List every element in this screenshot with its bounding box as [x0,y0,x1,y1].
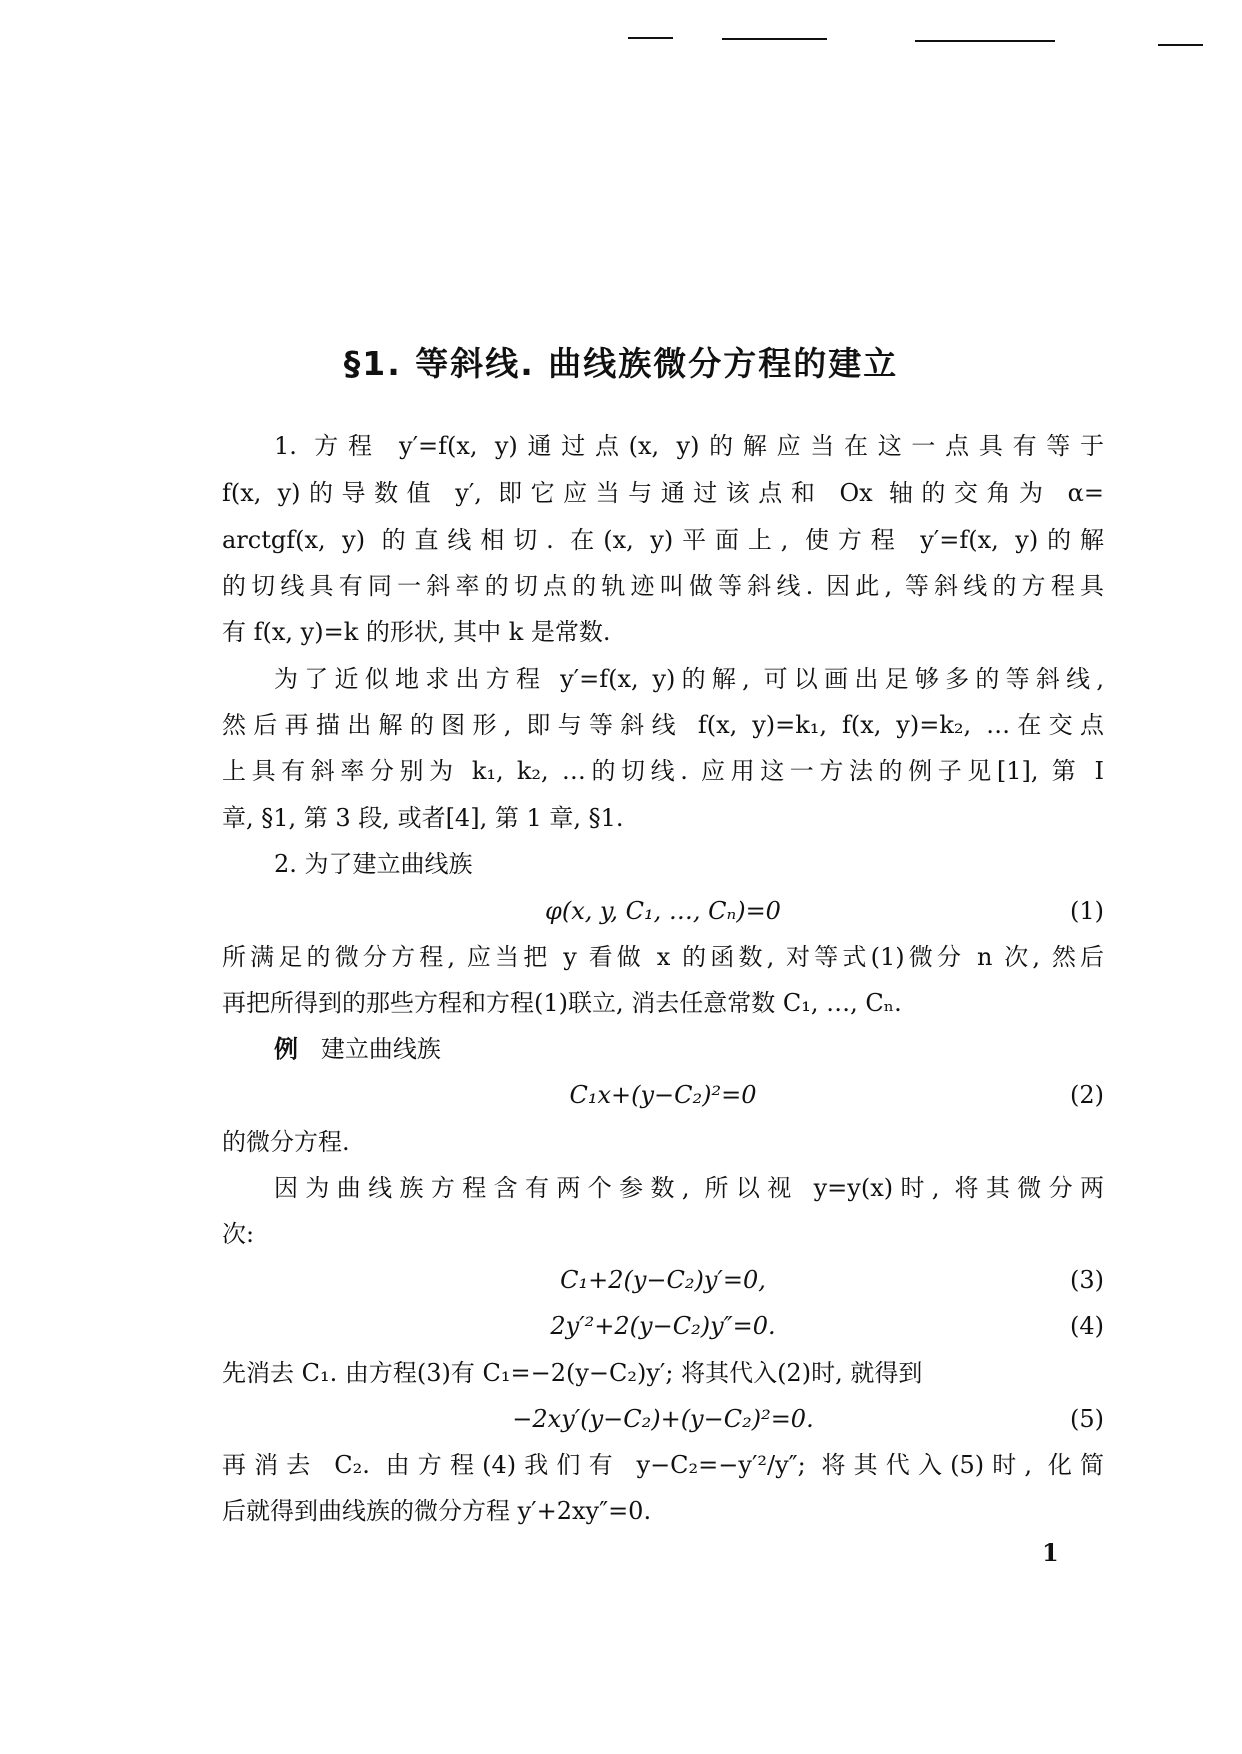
equation-expr: C₁x+(y−C₂)²=0 [569,1081,757,1109]
paragraph-line: 的微分方程. [222,1128,350,1156]
equation-number: (3) [1070,1266,1104,1294]
example-text: 建立曲线族 [320,1035,441,1063]
header-rule [915,40,1055,42]
paragraph-line: 再把所得到的那些方程和方程(1)联立, 消去任意常数 C₁, …, Cₙ. [222,989,902,1017]
equation-1 [222,893,1104,929]
header-rule [1158,44,1203,46]
equation-expr: 2y′²+2(y−C₂)y″=0. [550,1312,776,1340]
paragraph-line: 1. 方程 y′=f(x, y)通过点(x, y)的解应当在这一点具有等于 [274,432,1104,460]
paragraph-line: 然后再描出解的图形, 即与等斜线 f(x, y)=k₁, f(x, y)=k₂, …在交点 [222,711,1104,739]
equation-number: (5) [1070,1405,1104,1433]
paragraph-line: 章, §1, 第 3 段, 或者[4], 第 1 章, §1. [222,804,624,832]
paragraph-line: 再消去 C₂. 由方程(4)我们有 y−C₂=−y′²/y″; 将其代入(5)时, 化简 [222,1451,1104,1479]
equation-3 [222,1262,1104,1298]
paragraph-line: 所满足的微分方程, 应当把 y 看做 x 的函数, 对等式(1)微分 n 次, 然后 [222,943,1104,971]
paragraph-line: 次: [222,1220,255,1248]
paragraph-line: 的切线具有同一斜率的切点的轨迹叫做等斜线. 因此, 等斜线的方程具 [222,572,1104,600]
paragraph-line: 后就得到曲线族的微分方程 y′+2xy″=0. [222,1497,652,1525]
paragraph-line: 先消去 C₁. 由方程(3)有 C₁=−2(y−C₂)y′; 将其代入(2)时, 就得到 [222,1359,923,1387]
equation-expr: C₁+2(y−C₂)y′=0, [560,1266,766,1294]
equation-5 [222,1401,1104,1437]
paragraph-line: 上具有斜率分别为 k₁, k₂, …的切线. 应用这一方法的例子见[1], 第 I [222,757,1104,785]
equation-number: (4) [1070,1312,1104,1340]
header-rule [628,37,673,39]
equation-expr: −2xy′(y−C₂)+(y−C₂)²=0. [512,1405,814,1433]
paragraph-line: 有 f(x, y)=k 的形状, 其中 k 是常数. [222,618,611,646]
equation-number: (2) [1070,1081,1104,1109]
page-number: 1 [1042,1538,1059,1567]
equation-expr: φ(x, y, C₁, …, Cₙ)=0 [545,897,781,925]
section-title: §1. 等斜线. 曲线族微分方程的建立 [343,344,899,383]
header-rule [722,38,827,40]
paragraph-line: 2. 为了建立曲线族 [274,850,473,878]
paragraph-line: arctgf(x, y) 的直线相切. 在(x, y)平面上, 使方程 y′=f(x, y)的解 [222,526,1104,554]
paragraph-line: f(x, y)的导数值 y′, 即它应当与通过该点和 Ox 轴的交角为 α= [222,479,1104,507]
paragraph-line: 为了近似地求出方程 y′=f(x, y)的解, 可以画出足够多的等斜线, [274,665,1104,693]
paragraph-line: 因为曲线族方程含有两个参数, 所以视 y=y(x)时, 将其微分两 [274,1174,1104,1202]
example-heading [222,1031,1104,1067]
example-label: 例 [274,1034,298,1063]
equation-2 [222,1077,1104,1113]
equation-number: (1) [1070,897,1104,925]
equation-4 [222,1308,1104,1344]
